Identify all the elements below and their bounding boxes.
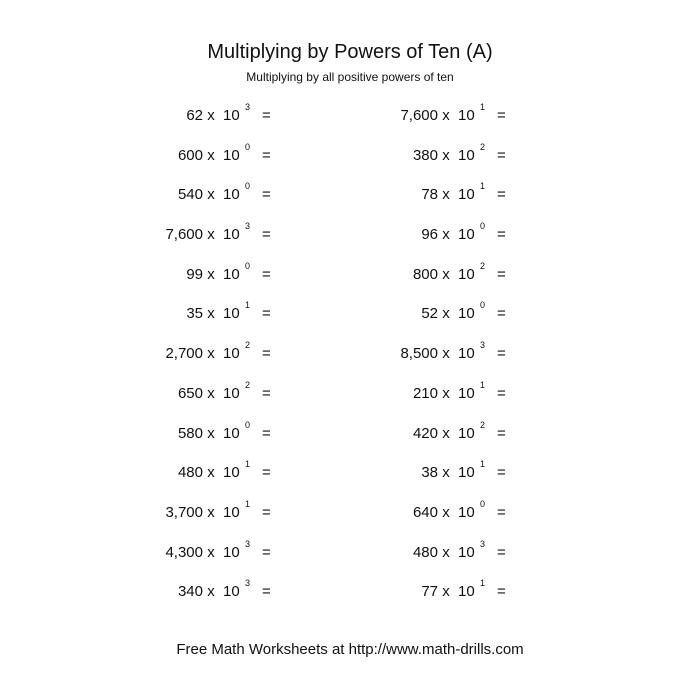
times-sign: x xyxy=(442,583,450,601)
exponent: 3 xyxy=(480,340,486,351)
power-base: 10 xyxy=(223,146,240,164)
problem-right xyxy=(0,300,700,324)
problem-row xyxy=(0,260,700,305)
equals-sign: = xyxy=(262,226,271,244)
equals-sign: = xyxy=(497,543,506,561)
problem-right xyxy=(0,141,700,166)
times-sign: x xyxy=(207,107,215,124)
equals-sign: = xyxy=(262,265,271,283)
power-base: 10 xyxy=(223,543,240,561)
multiplicand: 480 xyxy=(177,464,203,482)
multiplicand: 380 xyxy=(412,146,438,164)
equals-sign: = xyxy=(262,186,271,204)
power-base: 10 xyxy=(458,464,475,482)
exponent: 2 xyxy=(245,340,251,351)
multiplicand: 210 xyxy=(412,384,438,402)
power-base: 10 xyxy=(458,226,475,244)
equals-sign: = xyxy=(262,503,271,521)
problem-right xyxy=(0,340,700,364)
power-base: 10 xyxy=(458,146,475,164)
problem-right xyxy=(0,260,700,285)
times-sign: x xyxy=(207,503,215,521)
times-sign: x xyxy=(207,384,215,402)
multiplicand: 7,600 xyxy=(165,226,203,244)
exponent: 0 xyxy=(480,300,486,311)
equals-sign: = xyxy=(497,384,506,402)
problem-right xyxy=(0,459,700,483)
multiplicand: 650 xyxy=(177,384,203,402)
problem-right xyxy=(0,102,700,126)
multiplicand: 35 xyxy=(186,305,203,323)
power-base: 10 xyxy=(223,226,240,244)
power-base: 10 xyxy=(223,464,240,482)
times-sign: x xyxy=(207,543,215,561)
times-sign: x xyxy=(442,265,450,283)
power-base: 10 xyxy=(223,305,240,323)
times-sign: x xyxy=(207,226,215,244)
power-base: 10 xyxy=(223,107,240,124)
exponent: 2 xyxy=(480,141,486,152)
equals-sign: = xyxy=(262,305,271,323)
exponent: 0 xyxy=(480,498,486,509)
equals-sign: = xyxy=(262,424,271,442)
power-base: 10 xyxy=(458,424,475,442)
times-sign: x xyxy=(442,226,450,244)
multiplicand: 540 xyxy=(177,186,203,204)
power-base: 10 xyxy=(223,345,240,363)
equals-sign: = xyxy=(497,186,506,204)
multiplicand: 2,700 xyxy=(165,345,203,363)
problem-row xyxy=(0,578,700,622)
power-base: 10 xyxy=(458,265,475,283)
exponent: 1 xyxy=(480,578,486,589)
multiplicand: 340 xyxy=(177,583,203,601)
equals-sign: = xyxy=(262,464,271,482)
exponent: 3 xyxy=(480,538,486,549)
times-sign: x xyxy=(207,186,215,204)
equals-sign: = xyxy=(262,107,271,124)
multiplicand: 78 xyxy=(421,186,438,204)
exponent: 3 xyxy=(245,578,251,589)
equals-sign: = xyxy=(497,265,506,283)
exponent: 2 xyxy=(245,379,251,390)
times-sign: x xyxy=(442,384,450,402)
exponent: 0 xyxy=(245,419,251,430)
times-sign: x xyxy=(442,345,450,363)
equals-sign: = xyxy=(497,464,506,482)
worksheet-footer: Free Math Worksheets at http://www.math-drills.com xyxy=(176,641,524,658)
power-base: 10 xyxy=(223,265,240,283)
times-sign: x xyxy=(442,107,450,124)
problem-right xyxy=(0,221,700,245)
equals-sign: = xyxy=(262,384,271,402)
problem-row xyxy=(0,300,700,344)
exponent: 3 xyxy=(245,102,251,112)
multiplicand: 96 xyxy=(421,226,438,244)
times-sign: x xyxy=(442,186,450,204)
times-sign: x xyxy=(207,464,215,482)
exponent: 1 xyxy=(480,379,486,390)
problem-row xyxy=(0,379,700,424)
equals-sign: = xyxy=(497,146,506,164)
times-sign: x xyxy=(207,424,215,442)
problem-row xyxy=(0,141,700,186)
multiplicand: 38 xyxy=(421,464,438,482)
exponent: 1 xyxy=(245,459,251,470)
times-sign: x xyxy=(442,503,450,521)
equals-sign: = xyxy=(497,305,506,323)
times-sign: x xyxy=(207,146,215,164)
multiplicand: 4,300 xyxy=(165,543,203,561)
exponent: 0 xyxy=(245,141,251,152)
multiplicand: 8,500 xyxy=(400,345,438,363)
exponent: 2 xyxy=(480,419,486,430)
problem-right xyxy=(0,181,700,205)
multiplicand: 52 xyxy=(421,305,438,323)
exponent: 0 xyxy=(480,221,486,232)
exponent: 0 xyxy=(245,181,251,192)
equals-sign: = xyxy=(262,146,271,164)
problem-row xyxy=(0,538,700,583)
multiplicand: 480 xyxy=(412,543,438,561)
equals-sign: = xyxy=(497,107,506,124)
problem-right xyxy=(0,379,700,404)
power-base: 10 xyxy=(458,503,475,521)
power-base: 10 xyxy=(458,186,475,204)
exponent: 1 xyxy=(480,102,486,112)
times-sign: x xyxy=(207,305,215,323)
exponent: 3 xyxy=(245,221,251,232)
exponent: 3 xyxy=(245,538,251,549)
exponent: 2 xyxy=(480,260,486,271)
exponent: 1 xyxy=(480,459,486,470)
problem-row xyxy=(0,459,700,503)
multiplicand: 7,600 xyxy=(400,107,438,124)
times-sign: x xyxy=(207,345,215,363)
worksheet-subtitle: Multiplying by all positive powers of ten xyxy=(246,70,454,84)
multiplicand: 420 xyxy=(412,424,438,442)
power-base: 10 xyxy=(223,424,240,442)
times-sign: x xyxy=(442,305,450,323)
exponent: 1 xyxy=(245,300,251,311)
multiplicand: 3,700 xyxy=(165,503,203,521)
exponent: 1 xyxy=(245,498,251,509)
problem-right xyxy=(0,578,700,602)
problem-row xyxy=(0,340,700,384)
equals-sign: = xyxy=(262,543,271,561)
multiplicand: 800 xyxy=(412,265,438,283)
problem-row xyxy=(0,181,700,225)
equals-sign: = xyxy=(497,345,506,363)
problem-row xyxy=(0,102,700,146)
problem-right xyxy=(0,498,700,523)
exponent: 1 xyxy=(480,181,486,192)
multiplicand: 600 xyxy=(177,146,203,164)
equals-sign: = xyxy=(497,226,506,244)
power-base: 10 xyxy=(223,503,240,521)
equals-sign: = xyxy=(262,583,271,601)
times-sign: x xyxy=(442,424,450,442)
problem-row xyxy=(0,221,700,265)
equals-sign: = xyxy=(497,583,506,601)
power-base: 10 xyxy=(458,384,475,402)
power-base: 10 xyxy=(458,107,475,124)
multiplicand: 77 xyxy=(421,583,438,601)
power-base: 10 xyxy=(458,543,475,561)
multiplicand: 99 xyxy=(186,265,203,283)
times-sign: x xyxy=(442,146,450,164)
times-sign: x xyxy=(442,543,450,561)
problem-row xyxy=(0,419,700,464)
exponent: 0 xyxy=(245,260,251,271)
problem-row xyxy=(0,498,700,543)
problem-grid xyxy=(0,102,700,622)
worksheet-title: Multiplying by Powers of Ten (A) xyxy=(207,41,493,63)
power-base: 10 xyxy=(223,384,240,402)
equals-sign: = xyxy=(497,424,506,442)
times-sign: x xyxy=(207,265,215,283)
power-base: 10 xyxy=(223,186,240,204)
power-base: 10 xyxy=(458,583,475,601)
equals-sign: = xyxy=(497,503,506,521)
times-sign: x xyxy=(207,583,215,601)
problem-right xyxy=(0,538,700,563)
multiplicand: 62 xyxy=(186,107,203,124)
multiplicand: 580 xyxy=(177,424,203,442)
power-base: 10 xyxy=(458,345,475,363)
multiplicand: 640 xyxy=(412,503,438,521)
equals-sign: = xyxy=(262,345,271,363)
power-base: 10 xyxy=(458,305,475,323)
power-base: 10 xyxy=(223,583,240,601)
problem-right xyxy=(0,419,700,444)
times-sign: x xyxy=(442,464,450,482)
